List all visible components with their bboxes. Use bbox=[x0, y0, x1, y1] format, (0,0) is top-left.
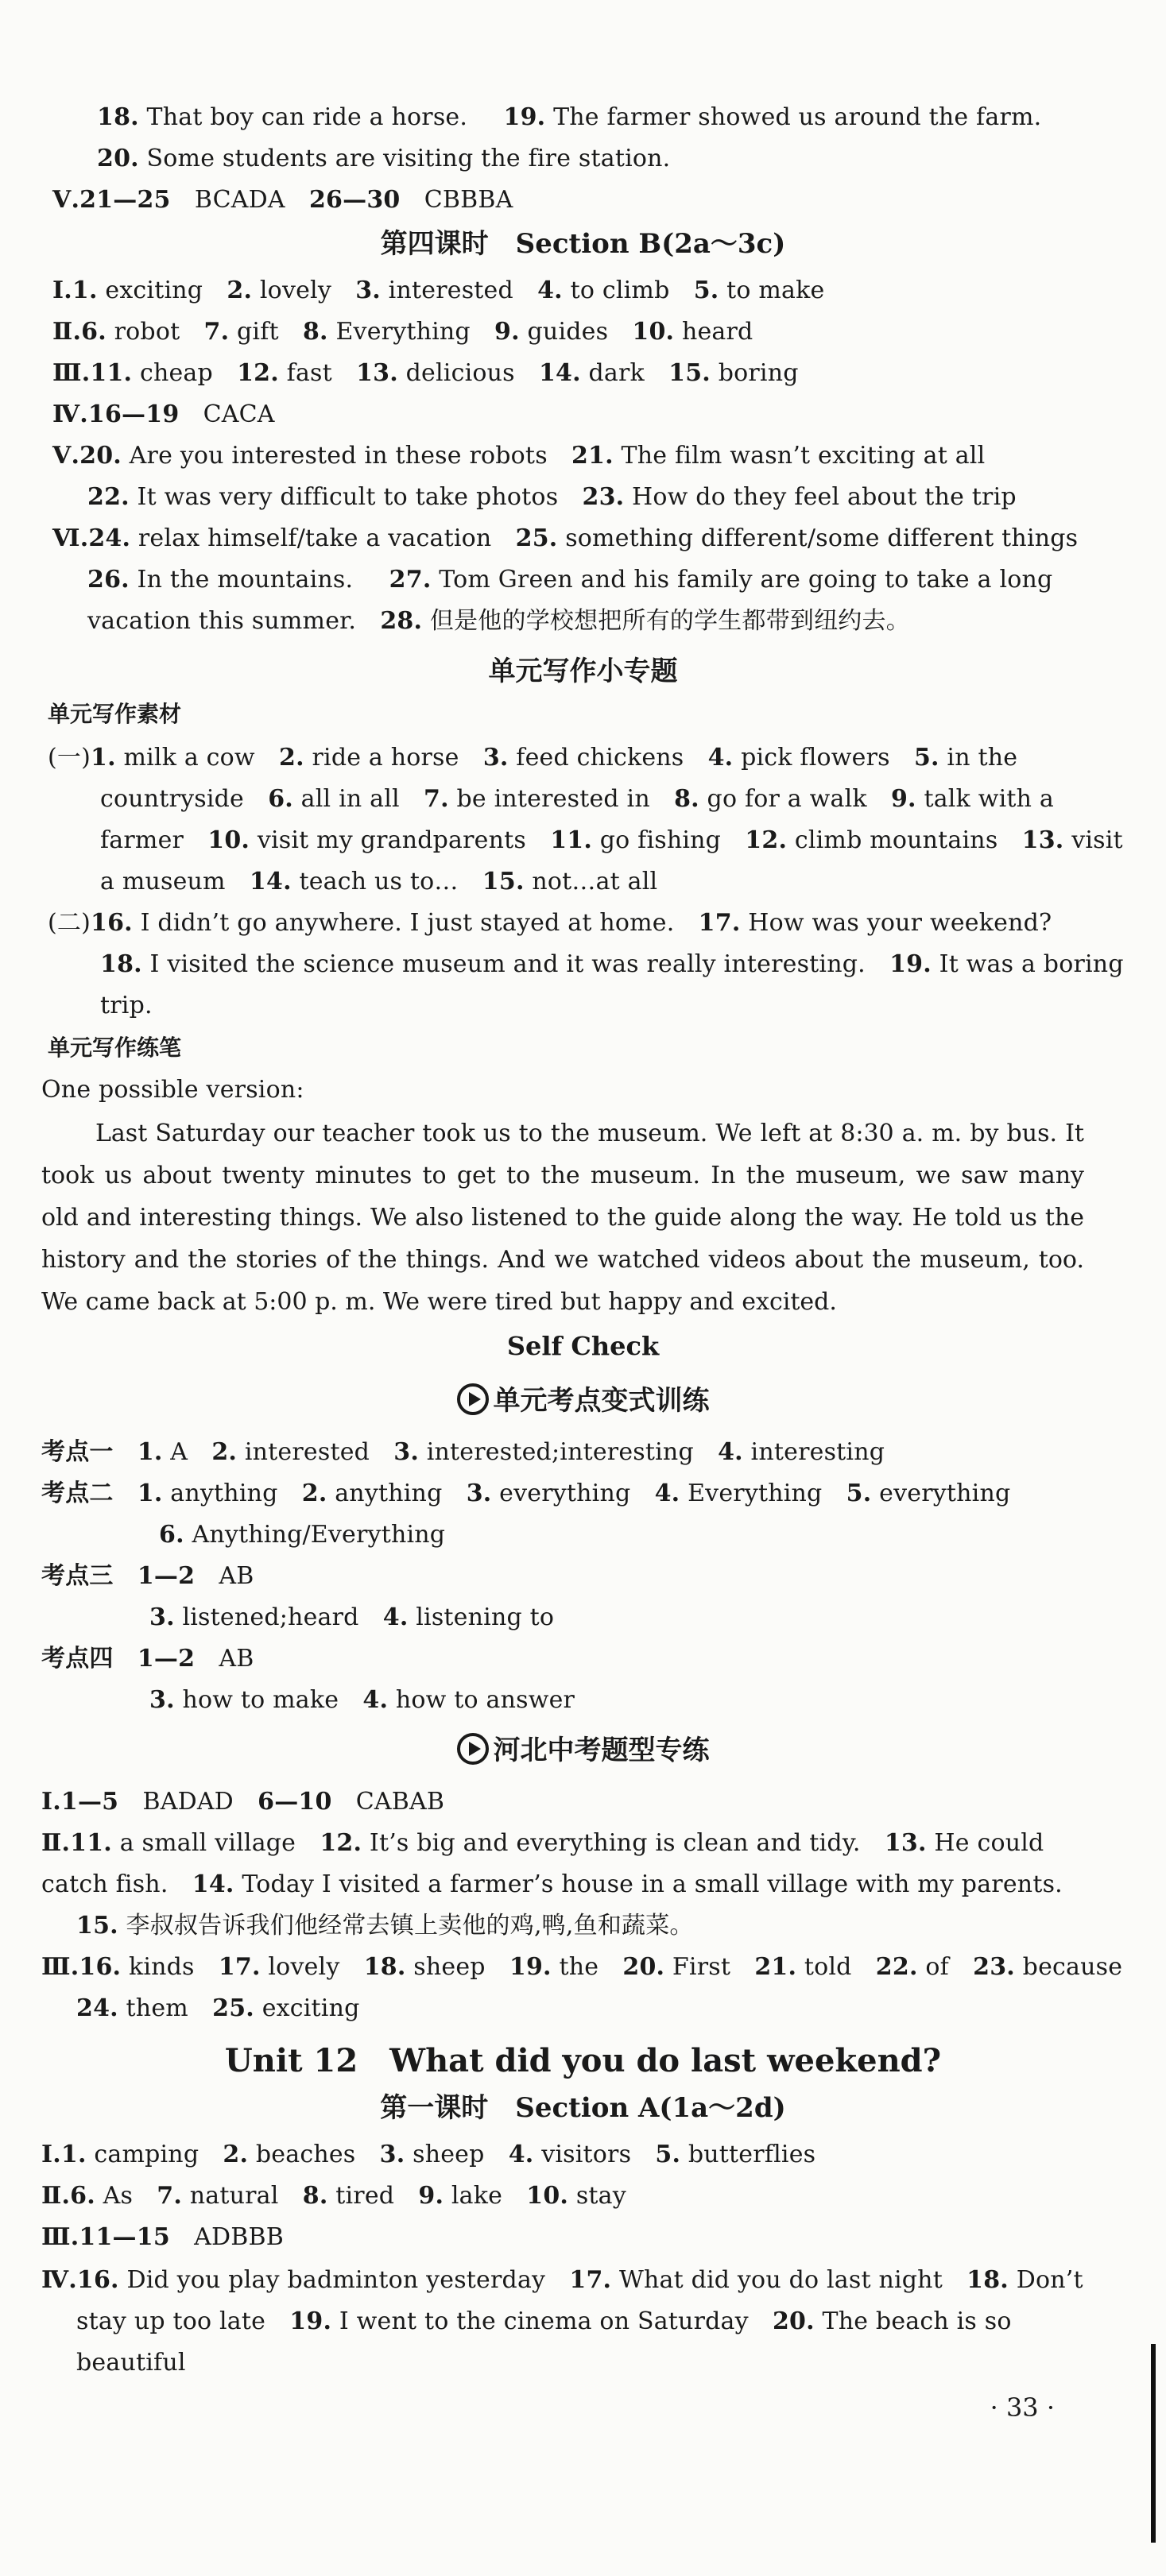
badge-heading: 河北中考题型专练 bbox=[0, 1732, 1166, 1769]
answer-line: Ⅰ.1—5 BADAD 6—10 CABAB bbox=[41, 1788, 445, 1816]
answer-line: catch fish. 14. Today I visited a farmer’s house in a small village with my parents. bbox=[41, 1870, 1063, 1898]
unit-title: Unit 12 What did you do last weekend? bbox=[224, 2042, 942, 2079]
answer-line: 15. 李叔叔告诉我们他经常去镇上卖他的鸡,鸭,鱼和蔬菜。 bbox=[76, 1912, 694, 1940]
answer-line: 3. how to make 4. how to answer bbox=[149, 1686, 575, 1714]
answer-line: 22. It was very difficult to take photos 23. How do they feel about the trip bbox=[87, 483, 1017, 511]
badge-heading: 单元考点变式训练 bbox=[0, 1383, 1166, 1419]
answer-line: (一)1. milk a cow 2. ride a horse 3. feed chickens 4. pick flowers 5. in the bbox=[48, 744, 1018, 772]
sample-essay: Last Saturday our teacher took us to the museum. We left at 8:30 a. m. by bus. It took us about twenty minutes to get to the museum. In the museum, we saw many old and interesting things. We also listened to the guide along the way. He told us the history and the stories of the things. And we watched videos about the museum, too. We came back at 5:00 p. m. We were tired but happy and excited. bbox=[41, 1120, 1084, 1316]
section-heading: 第四课时 Section B(2a～3c) bbox=[380, 228, 786, 260]
play-circle-icon bbox=[457, 1383, 489, 1415]
answer-line: 18. I visited the science museum and it was really interesting. 19. It was a boring bbox=[100, 950, 1124, 978]
answer-line: Ⅳ.16. Did you play badminton yesterday 17. What did you do last night 18. Don’t bbox=[41, 2266, 1083, 2294]
answer-line: Ⅲ.11—15 ADBBB bbox=[41, 2223, 284, 2251]
answer-line: 考点四 1—2 AB bbox=[41, 1645, 254, 1673]
answer-line: 3. listened;heard 4. listening to bbox=[149, 1603, 555, 1631]
answer-line: countryside 6. all in all 7. be interested in 8. go for a walk 9. talk with a bbox=[100, 785, 1054, 813]
play-circle-icon bbox=[457, 1733, 489, 1765]
answer-line: Ⅲ.16. kinds 17. lovely 18. sheep 19. the 20. First 21. told 22. of 23. because bbox=[41, 1953, 1123, 1981]
answer-line: vacation this summer. 28. 但是他的学校想把所有的学生都带到纽约去。 bbox=[87, 607, 910, 635]
answer-line: Ⅰ.1. camping 2. beaches 3. sheep 4. visitors 5. butterflies bbox=[41, 2141, 816, 2168]
sub-heading: 单元写作练笔 bbox=[48, 1035, 182, 1061]
answer-line: Ⅲ.11. cheap 12. fast 13. delicious 14. dark 15. boring bbox=[52, 359, 799, 387]
answer-line: 考点一 1. A 2. interested 3. interested;interesting 4. interesting bbox=[41, 1438, 885, 1466]
answer-line: 20. Some students are visiting the fire station. bbox=[97, 145, 671, 172]
answer-line: farmer 10. visit my grandparents 11. go fishing 12. climb mountains 13. visit bbox=[100, 826, 1123, 854]
version-label: One possible version: bbox=[41, 1076, 304, 1104]
section-heading: 第一课时 Section A(1a～2d) bbox=[380, 2092, 786, 2124]
page-number: · 33 · bbox=[990, 2392, 1055, 2423]
answer-line: Ⅳ.16—19 CACA bbox=[52, 400, 275, 428]
page-edge-shadow bbox=[1151, 2344, 1156, 2543]
answer-line: 考点三 1—2 AB bbox=[41, 1562, 254, 1590]
answer-line: Ⅱ.6. robot 7. gift 8. Everything 9. guides 10. heard bbox=[52, 318, 753, 346]
answer-line: beautiful bbox=[76, 2349, 186, 2377]
answer-line: 6. Anything/Everything bbox=[159, 1521, 446, 1549]
answer-line: Ⅴ.20. Are you interested in these robots 21. The film wasn’t exciting at all bbox=[52, 442, 986, 470]
answer-line: trip. bbox=[100, 992, 153, 1019]
answer-line: Ⅵ.24. relax himself/take a vacation 25. something different/some different things bbox=[52, 524, 1079, 552]
sub-heading: 单元写作素材 bbox=[48, 701, 182, 727]
answer-line: Ⅴ.21—25 BCADA 26—30 CBBBA bbox=[52, 186, 513, 214]
answer-line: 26. In the mountains. 27. Tom Green and his family are going to take a long bbox=[87, 566, 1053, 594]
answer-line: Ⅱ.6. As 7. natural 8. tired 9. lake 10. stay bbox=[41, 2182, 626, 2210]
answer-line: 18. That boy can ride a horse. 19. The farmer showed us around the farm. bbox=[97, 103, 1042, 131]
answer-line: (二)16. I didn’t go anywhere. I just stayed at home. 17. How was your weekend? bbox=[48, 909, 1052, 937]
answer-line: 考点二 1. anything 2. anything 3. everything 4. Everything 5. everything bbox=[41, 1479, 1011, 1507]
answer-line: Ⅱ.11. a small village 12. It’s big and everything is clean and tidy. 13. He could bbox=[41, 1829, 1044, 1857]
answer-line: Ⅰ.1. exciting 2. lovely 3. interested 4. to climb 5. to make bbox=[52, 277, 825, 304]
section-heading: 单元写作小专题 bbox=[488, 656, 678, 687]
answer-line: 24. them 25. exciting bbox=[76, 1994, 360, 2022]
answer-line: stay up too late 19. I went to the cinema on Saturday 20. The beach is so bbox=[76, 2307, 1012, 2335]
section-heading: Self Check bbox=[506, 1331, 660, 1361]
answer-line: a museum 14. teach us to… 15. not…at all bbox=[100, 868, 658, 895]
